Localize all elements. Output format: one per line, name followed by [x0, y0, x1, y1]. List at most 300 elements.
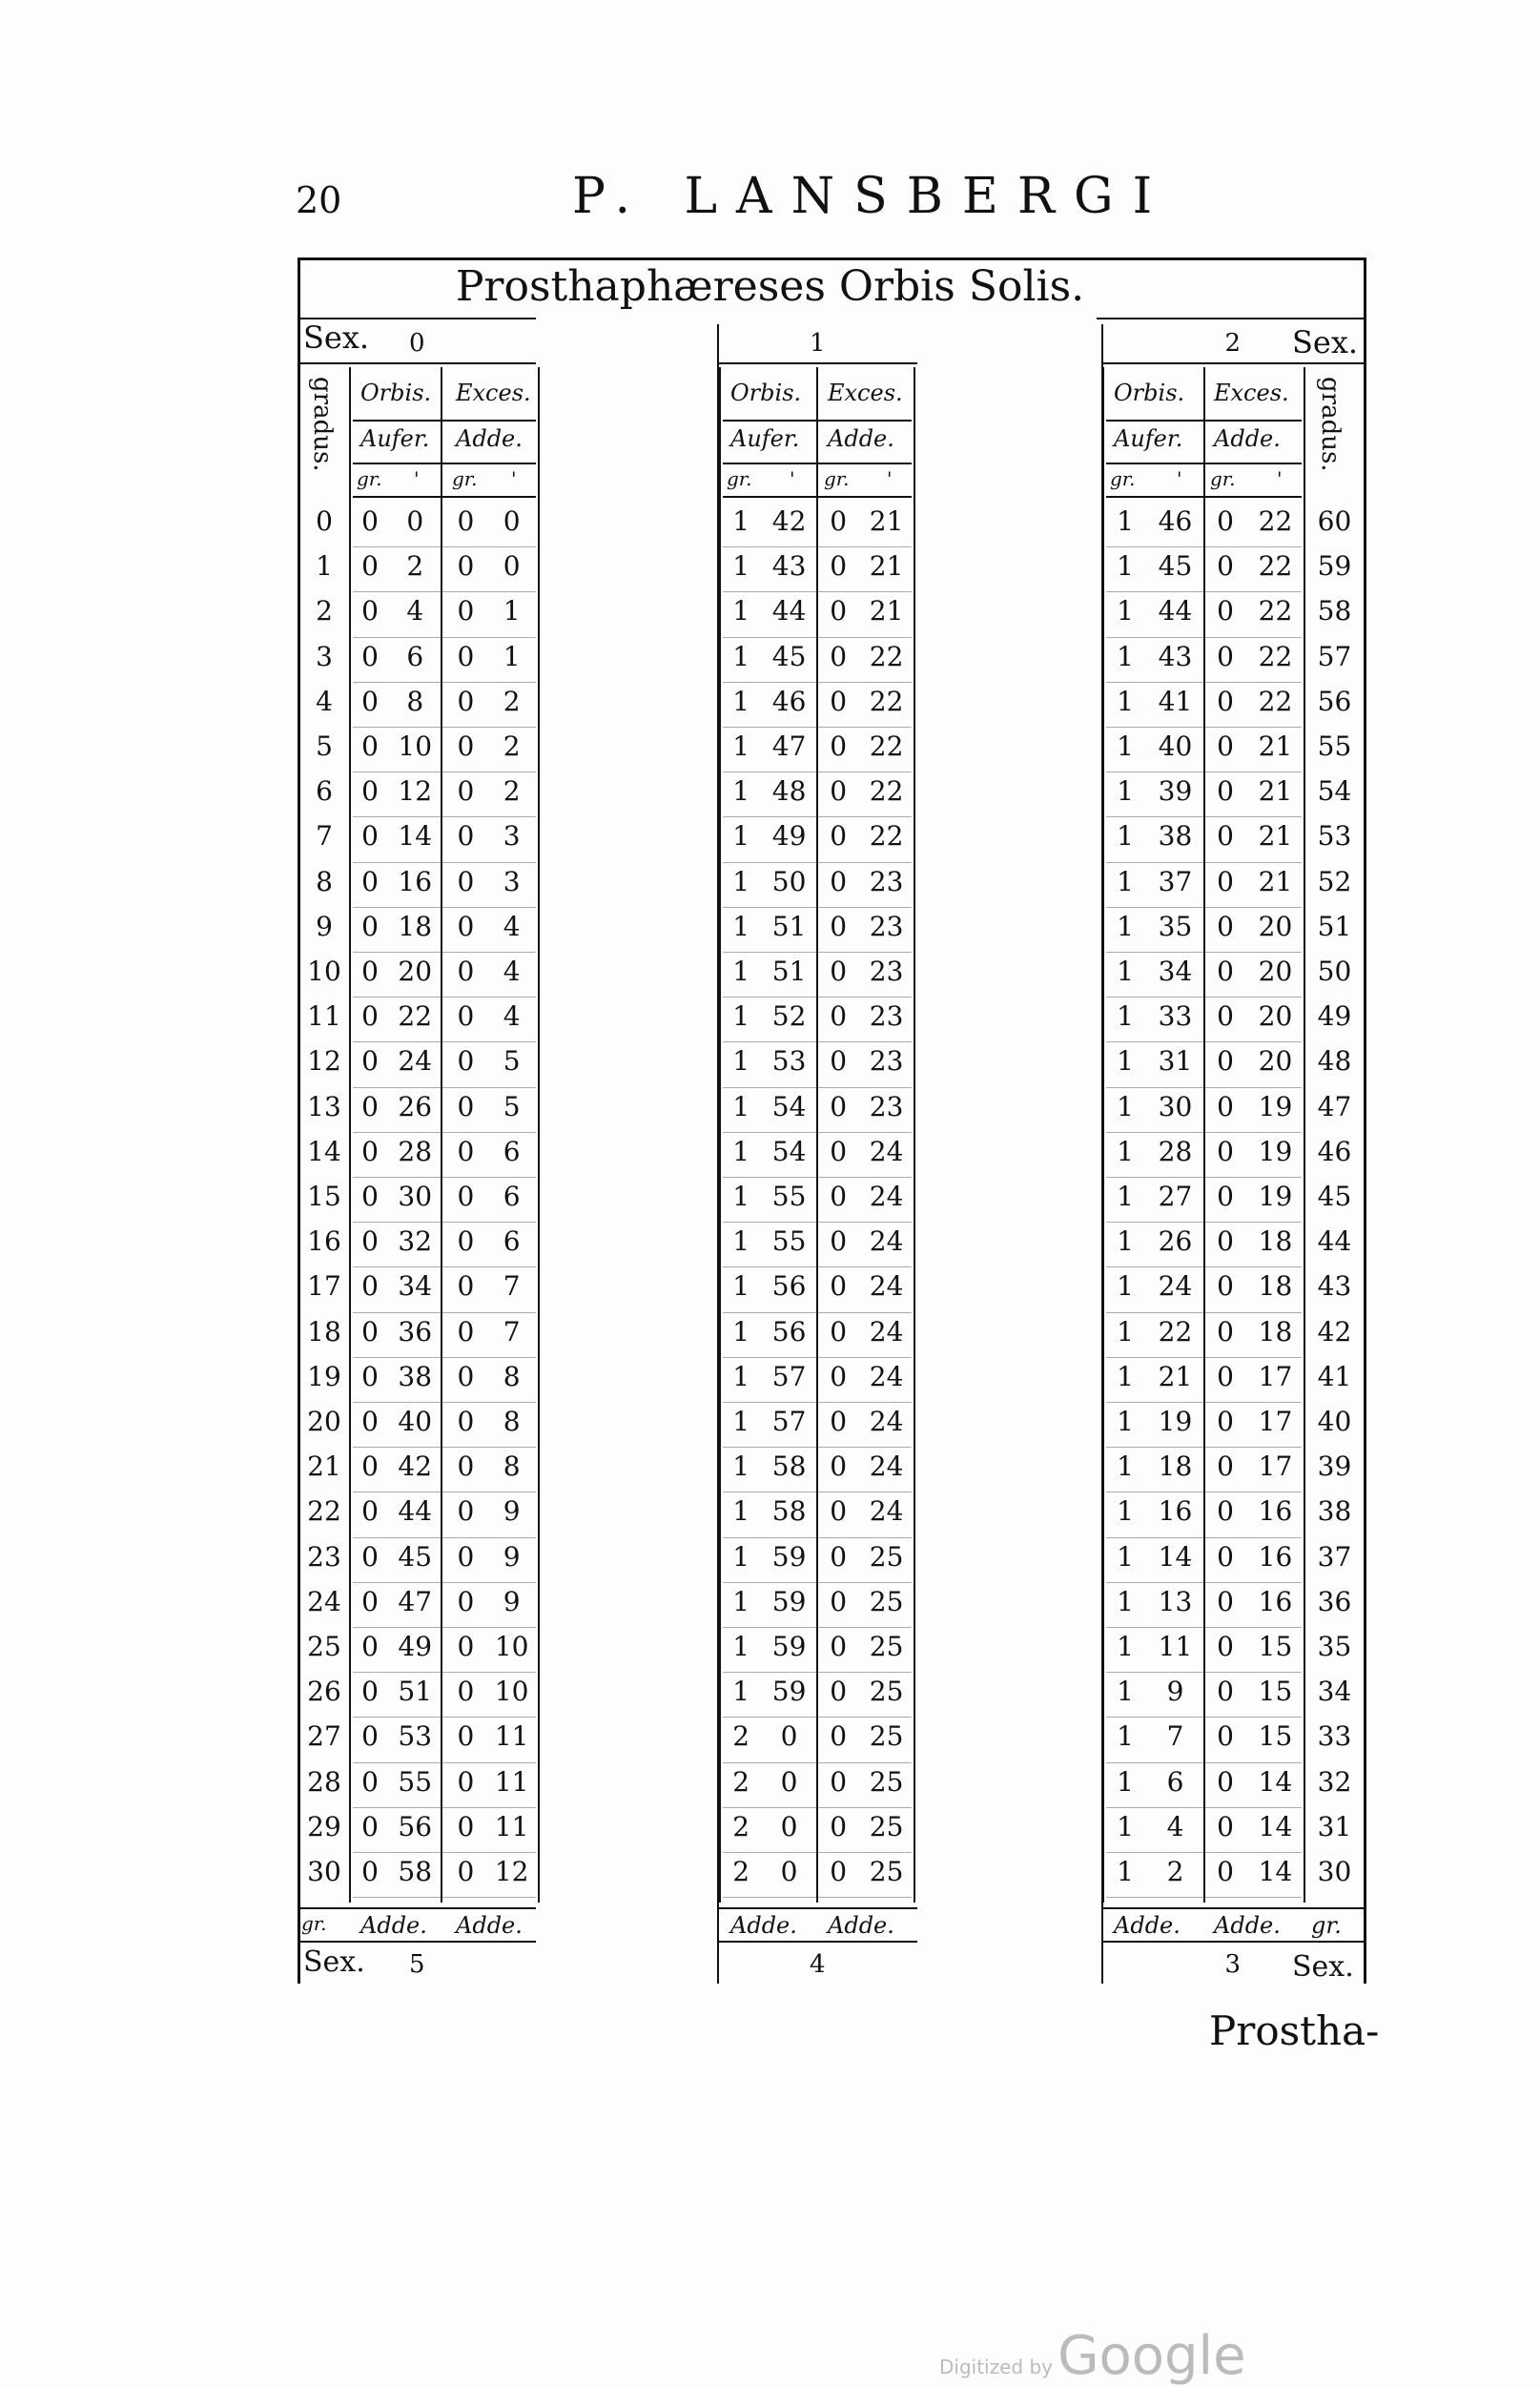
orbis-degrees: 0: [361, 1181, 379, 1212]
orbis-minutes: 28: [398, 1135, 433, 1167]
row-rule: [1106, 997, 1302, 998]
orbis-minutes: 49: [771, 820, 807, 853]
orbis-minutes: 48: [771, 775, 807, 808]
excess-degrees: 0: [830, 1270, 848, 1303]
header-rule: [1106, 496, 1302, 498]
excess-minutes: 25: [869, 1765, 904, 1798]
excess-minutes: 25: [869, 1631, 904, 1662]
orbis-degrees: 1: [732, 1540, 750, 1573]
adde-footer: Adde.: [1214, 1912, 1281, 1939]
row-rule: [1106, 816, 1302, 817]
excess-minutes: 11: [494, 1765, 529, 1798]
orbis-degrees: 1: [732, 1000, 750, 1033]
gradus-value: 18: [307, 1315, 341, 1348]
excess-degrees: 0: [457, 775, 475, 808]
excess-degrees: 0: [1217, 595, 1234, 628]
minute-subheader: ': [414, 467, 420, 490]
excess-degrees: 0: [457, 1406, 475, 1437]
orbis-degrees: 0: [361, 1540, 379, 1573]
row-rule: [353, 862, 536, 863]
row-rule: [1106, 637, 1302, 638]
orbis-minutes: 31: [1158, 1045, 1193, 1078]
orbis-degrees: 0: [361, 1720, 379, 1753]
excess-minutes: 22: [1258, 640, 1293, 672]
row-rule: [353, 907, 536, 908]
row-rule: [1106, 1852, 1302, 1853]
orbis-minutes: 44: [398, 1495, 433, 1528]
excess-minutes: 5: [503, 1045, 521, 1078]
orbis-degrees: 1: [732, 865, 750, 897]
sex-label-bottom: Sex.: [303, 1945, 365, 1979]
excess-degrees: 0: [830, 1225, 848, 1258]
orbis-minutes: 47: [771, 731, 807, 762]
orbis-minutes: 57: [771, 1360, 807, 1392]
excess-degrees: 0: [1217, 1676, 1234, 1708]
row-rule: [353, 727, 536, 728]
gradus-value: 1: [316, 550, 333, 583]
gradus-value: 23: [307, 1540, 341, 1573]
row-rule: [1106, 1672, 1302, 1673]
excess-minutes: 7: [503, 1270, 521, 1303]
excess-minutes: 6: [503, 1181, 521, 1212]
excess-degrees: 0: [830, 640, 848, 672]
orbis-degrees: 1: [732, 1090, 750, 1122]
orbis-minutes: 27: [1158, 1181, 1193, 1212]
adde-footer: Adde.: [828, 1912, 894, 1939]
orbis-minutes: 56: [771, 1315, 807, 1348]
row-rule: [723, 546, 912, 547]
excess-minutes: 8: [503, 1360, 521, 1392]
row-rule: [723, 591, 912, 592]
orbis-degrees: 0: [361, 1360, 379, 1392]
excess-minutes: 5: [503, 1090, 521, 1122]
orbis-minutes: 0: [780, 1765, 798, 1798]
excess-degrees: 0: [457, 731, 475, 762]
excess-minutes: 19: [1258, 1181, 1293, 1212]
excess-degrees: 0: [830, 910, 848, 942]
orbis-minutes: 2: [1166, 1856, 1184, 1887]
excess-degrees: 0: [1217, 1540, 1234, 1573]
excess-minutes: 8: [503, 1451, 521, 1483]
excess-minutes: 11: [494, 1720, 529, 1753]
excess-minutes: 0: [503, 505, 521, 537]
row-rule: [723, 1087, 912, 1088]
orbis-minutes: 14: [1158, 1540, 1193, 1573]
row-rule: [353, 1627, 536, 1628]
orbis-degrees: 0: [361, 1000, 379, 1033]
excess-minutes: 2: [503, 775, 521, 808]
orbis-degrees: 0: [361, 956, 379, 987]
column-rule: [717, 324, 719, 1984]
row-rule: [723, 682, 912, 683]
row-rule: [723, 1762, 912, 1763]
gradus-value: 30: [307, 1856, 341, 1887]
orbis-minutes: 16: [1158, 1495, 1193, 1528]
gradus-value: 31: [1317, 1810, 1352, 1842]
sex-bottom-value: 5: [409, 1950, 425, 1979]
orbis-minutes: 42: [771, 505, 807, 537]
orbis-header: Orbis.: [360, 380, 432, 406]
orbis-minutes: 24: [1158, 1270, 1193, 1303]
gradus-value: 13: [307, 1090, 341, 1122]
excess-minutes: 21: [1258, 775, 1293, 808]
row-rule: [1106, 1087, 1302, 1088]
sex-bottom-value: 3: [1224, 1950, 1242, 1979]
excess-minutes: 19: [1258, 1135, 1293, 1167]
row-rule: [353, 1447, 536, 1448]
excess-degrees: 0: [457, 595, 475, 628]
excess-degrees: 0: [830, 865, 848, 897]
excess-degrees: 0: [1217, 505, 1234, 537]
row-rule: [1106, 1266, 1302, 1267]
orbis-minutes: 33: [1158, 1000, 1193, 1033]
orbis-degrees: 1: [1117, 1135, 1134, 1167]
orbis-degrees: 1: [732, 1360, 750, 1392]
excess-header: Exces.: [828, 380, 903, 406]
orbis-degrees: 1: [732, 1315, 750, 1348]
excess-minutes: 22: [869, 820, 904, 853]
orbis-degrees: 1: [1117, 1720, 1134, 1753]
row-rule: [1106, 1582, 1302, 1583]
excess-degrees: 0: [1217, 685, 1234, 717]
excess-minutes: 23: [869, 865, 904, 897]
excess-minutes: 8: [503, 1406, 521, 1437]
excess-minutes: 22: [1258, 550, 1293, 583]
header-rule: [353, 463, 536, 464]
gradus-value: 26: [307, 1676, 341, 1708]
orbis-minutes: 53: [398, 1720, 433, 1753]
orbis-degrees: 1: [1117, 1315, 1134, 1348]
orbis-degrees: 0: [361, 1270, 379, 1303]
excess-degrees: 0: [1217, 1181, 1234, 1212]
excess-degrees: 0: [457, 640, 475, 672]
orbis-degrees: 0: [361, 1631, 379, 1662]
gradus-value: 0: [316, 505, 333, 537]
excess-degrees: 0: [1217, 1765, 1234, 1798]
row-rule: [353, 997, 536, 998]
excess-degrees: 0: [830, 1090, 848, 1122]
orbis-minutes: 4: [406, 595, 424, 628]
row-rule: [723, 997, 912, 998]
orbis-degrees: 1: [1117, 595, 1134, 628]
excess-degrees: 0: [830, 775, 848, 808]
orbis-minutes: 59: [771, 1676, 807, 1708]
orbis-degrees: 1: [1117, 1495, 1134, 1528]
orbis-degrees: 1: [1117, 640, 1134, 672]
excess-minutes: 3: [503, 865, 521, 897]
excess-degrees: 0: [457, 1360, 475, 1392]
excess-minutes: 14: [1258, 1856, 1293, 1887]
row-rule: [1106, 1627, 1302, 1628]
row-rule: [353, 637, 536, 638]
excess-minutes: 22: [869, 685, 904, 717]
orbis-degrees: 1: [732, 910, 750, 942]
gradus-value: 25: [307, 1631, 341, 1662]
gradus-value: 59: [1317, 550, 1352, 583]
watermark-prefix: Digitized by: [939, 2356, 1053, 2378]
orbis-degrees: 0: [361, 1856, 379, 1887]
excess-degrees: 0: [457, 1135, 475, 1167]
gradus-value: 17: [307, 1270, 341, 1303]
sex-top-value: 0: [409, 329, 425, 358]
orbis-degrees: 1: [732, 1451, 750, 1483]
footer-rule: [717, 1907, 917, 1909]
sex-top-value: 1: [810, 329, 826, 358]
excess-degrees: 0: [830, 1360, 848, 1392]
orbis-degrees: 0: [361, 1406, 379, 1437]
gradus-value: 3: [316, 640, 333, 672]
excess-degrees: 0: [830, 1135, 848, 1167]
gradus-value: 57: [1317, 640, 1352, 672]
row-rule: [353, 1357, 536, 1358]
minute-subheader: ': [1177, 467, 1182, 490]
excess-minutes: 21: [869, 595, 904, 628]
excess-minutes: 4: [503, 910, 521, 942]
excess-minutes: 15: [1258, 1720, 1293, 1753]
gr-footer: gr.: [1311, 1912, 1342, 1939]
row-rule: [1106, 1357, 1302, 1358]
excess-degrees: 0: [1217, 865, 1234, 897]
orbis-degrees: 0: [361, 1585, 379, 1617]
excess-degrees: 0: [1217, 1451, 1234, 1483]
excess-degrees: 0: [457, 1495, 475, 1528]
excess-degrees: 0: [457, 1225, 475, 1258]
orbis-degrees: 1: [1117, 1540, 1134, 1573]
excess-minutes: 12: [494, 1856, 529, 1887]
gradus-value: 50: [1317, 956, 1352, 987]
orbis-degrees: 1: [1117, 1765, 1134, 1798]
excess-degrees: 0: [457, 956, 475, 987]
minute-subheader: ': [790, 467, 795, 490]
excess-degrees: 0: [830, 1631, 848, 1662]
orbis-minutes: 46: [771, 685, 807, 717]
gradus-value: 20: [307, 1406, 341, 1437]
orbis-minutes: 30: [398, 1181, 433, 1212]
gradus-value: 58: [1317, 595, 1352, 628]
excess-degrees: 0: [457, 685, 475, 717]
excess-minutes: 19: [1258, 1090, 1293, 1122]
adde-footer: Adde.: [730, 1912, 797, 1939]
header-rule: [717, 362, 917, 364]
gr-footer: gr.: [301, 1912, 327, 1935]
row-rule: [353, 1582, 536, 1583]
orbis-degrees: 0: [361, 1765, 379, 1798]
gradus-value: 56: [1317, 685, 1352, 717]
excess-degrees: 0: [1217, 1270, 1234, 1303]
row-rule: [723, 1537, 912, 1538]
excess-minutes: 22: [869, 640, 904, 672]
excess-minutes: 3: [503, 820, 521, 853]
excess-minutes: 18: [1258, 1315, 1293, 1348]
gradus-value: 15: [307, 1181, 341, 1212]
excess-degrees: 0: [830, 1720, 848, 1753]
orbis-degrees: 0: [361, 865, 379, 897]
excess-minutes: 20: [1258, 1045, 1293, 1078]
sex-bottom-value: 4: [810, 1950, 826, 1979]
orbis-minutes: 43: [771, 550, 807, 583]
excess-degrees: 0: [830, 1765, 848, 1798]
orbis-minutes: 59: [771, 1540, 807, 1573]
excess-minutes: 11: [494, 1810, 529, 1842]
excess-minutes: 24: [869, 1135, 904, 1167]
row-rule: [353, 1041, 536, 1042]
excess-degrees: 0: [830, 550, 848, 583]
excess-minutes: 24: [869, 1225, 904, 1258]
orbis-minutes: 54: [771, 1135, 807, 1167]
gradus-value: 54: [1317, 775, 1352, 808]
adde-header: Adde.: [456, 425, 523, 452]
orbis-degrees: 1: [1117, 1856, 1134, 1887]
footer-rule: [298, 1907, 536, 1909]
adde-header: Adde.: [1214, 425, 1281, 452]
orbis-minutes: 13: [1158, 1585, 1193, 1617]
excess-header: Exces.: [1214, 380, 1289, 406]
row-rule: [1106, 1762, 1302, 1763]
row-rule: [1106, 1177, 1302, 1178]
gr-subheader: gr.: [727, 467, 752, 490]
gradus-value: 42: [1317, 1315, 1352, 1348]
gradus-value: 39: [1317, 1451, 1352, 1483]
excess-degrees: 0: [1217, 1045, 1234, 1078]
excess-minutes: 0: [503, 550, 521, 583]
orbis-degrees: 1: [1117, 865, 1134, 897]
orbis-minutes: 10: [398, 731, 433, 762]
orbis-minutes: 26: [398, 1090, 433, 1122]
orbis-degrees: 0: [361, 1810, 379, 1842]
orbis-degrees: 1: [1117, 1090, 1134, 1122]
excess-degrees: 0: [830, 505, 848, 537]
gr-subheader: gr.: [824, 467, 850, 490]
excess-degrees: 0: [457, 1720, 475, 1753]
excess-minutes: 25: [869, 1540, 904, 1573]
excess-minutes: 10: [494, 1631, 529, 1662]
gradus-value: 44: [1317, 1225, 1352, 1258]
gr-subheader: gr.: [1210, 467, 1236, 490]
row-rule: [353, 1087, 536, 1088]
orbis-degrees: 0: [361, 731, 379, 762]
excess-minutes: 21: [1258, 731, 1293, 762]
gradus-value: 41: [1317, 1360, 1352, 1392]
orbis-degrees: 1: [732, 1585, 750, 1617]
header-rule: [723, 420, 912, 422]
orbis-minutes: 44: [771, 595, 807, 628]
excess-degrees: 0: [457, 1585, 475, 1617]
orbis-minutes: 8: [406, 685, 424, 717]
orbis-minutes: 0: [780, 1856, 798, 1887]
gradus-value: 5: [316, 731, 333, 762]
header-rule: [1106, 420, 1302, 422]
excess-minutes: 24: [869, 1315, 904, 1348]
orbis-minutes: 22: [1158, 1315, 1193, 1348]
orbis-degrees: 1: [732, 1406, 750, 1437]
orbis-degrees: 1: [732, 820, 750, 853]
gradus-value: 33: [1317, 1720, 1352, 1753]
header-rule: [723, 496, 912, 498]
excess-degrees: 0: [830, 1585, 848, 1617]
excess-degrees: 0: [457, 910, 475, 942]
orbis-degrees: 0: [361, 820, 379, 853]
excess-minutes: 23: [869, 956, 904, 987]
excess-degrees: 0: [457, 1315, 475, 1348]
excess-minutes: 4: [503, 1000, 521, 1033]
sex-label-top: Sex.: [1292, 324, 1359, 360]
orbis-minutes: 30: [1158, 1090, 1193, 1122]
orbis-degrees: 0: [361, 1495, 379, 1528]
row-rule: [1106, 727, 1302, 728]
gradus-value: 22: [307, 1495, 341, 1528]
orbis-degrees: 1: [732, 1225, 750, 1258]
orbis-minutes: 45: [398, 1540, 433, 1573]
excess-minutes: 1: [503, 595, 521, 628]
excess-minutes: 6: [503, 1135, 521, 1167]
orbis-minutes: 58: [771, 1451, 807, 1483]
orbis-minutes: 54: [771, 1090, 807, 1122]
excess-degrees: 0: [830, 1451, 848, 1483]
orbis-minutes: 21: [1158, 1360, 1193, 1392]
row-rule: [353, 1717, 536, 1718]
orbis-minutes: 18: [1158, 1451, 1193, 1483]
orbis-minutes: 50: [771, 865, 807, 897]
row-rule: [723, 1132, 912, 1133]
excess-degrees: 0: [457, 1181, 475, 1212]
row-rule: [1106, 591, 1302, 592]
excess-degrees: 0: [1217, 550, 1234, 583]
row-rule: [723, 637, 912, 638]
excess-degrees: 0: [1217, 910, 1234, 942]
row-rule: [1106, 1807, 1302, 1808]
excess-degrees: 0: [830, 1495, 848, 1528]
excess-degrees: 0: [830, 1000, 848, 1033]
excess-minutes: 15: [1258, 1676, 1293, 1708]
row-rule: [723, 1672, 912, 1673]
orbis-degrees: 1: [1117, 820, 1134, 853]
minute-subheader: ': [511, 467, 517, 490]
orbis-degrees: 0: [361, 910, 379, 942]
excess-minutes: 9: [503, 1495, 521, 1528]
row-rule: [1106, 952, 1302, 953]
orbis-degrees: 1: [1117, 1000, 1134, 1033]
header-rule: [298, 362, 536, 364]
gradus-value: 37: [1317, 1540, 1352, 1573]
excess-minutes: 23: [869, 1090, 904, 1122]
orbis-minutes: 18: [398, 910, 433, 942]
orbis-header: Orbis.: [1114, 380, 1185, 406]
orbis-degrees: 1: [1117, 1451, 1134, 1483]
column-rule: [1101, 324, 1103, 1984]
excess-minutes: 10: [494, 1676, 529, 1708]
excess-degrees: 0: [1217, 1495, 1234, 1528]
excess-degrees: 0: [830, 731, 848, 762]
watermark: [939, 2325, 1246, 2387]
orbis-degrees: 1: [1117, 550, 1134, 583]
orbis-degrees: 1: [1117, 1270, 1134, 1303]
adde-footer: Adde.: [456, 1912, 523, 1939]
row-rule: [723, 1627, 912, 1628]
excess-minutes: 18: [1258, 1225, 1293, 1258]
gradus-value: 34: [1317, 1676, 1352, 1708]
excess-minutes: 9: [503, 1540, 521, 1573]
excess-degrees: 0: [830, 1315, 848, 1348]
orbis-degrees: 1: [732, 1270, 750, 1303]
orbis-minutes: 39: [1158, 775, 1193, 808]
orbis-minutes: 9: [1166, 1676, 1184, 1708]
minute-subheader: ': [887, 467, 893, 490]
excess-degrees: 0: [457, 1540, 475, 1573]
row-rule: [353, 682, 536, 683]
row-rule: [353, 1132, 536, 1133]
orbis-minutes: 38: [1158, 820, 1193, 853]
excess-minutes: 25: [869, 1676, 904, 1708]
